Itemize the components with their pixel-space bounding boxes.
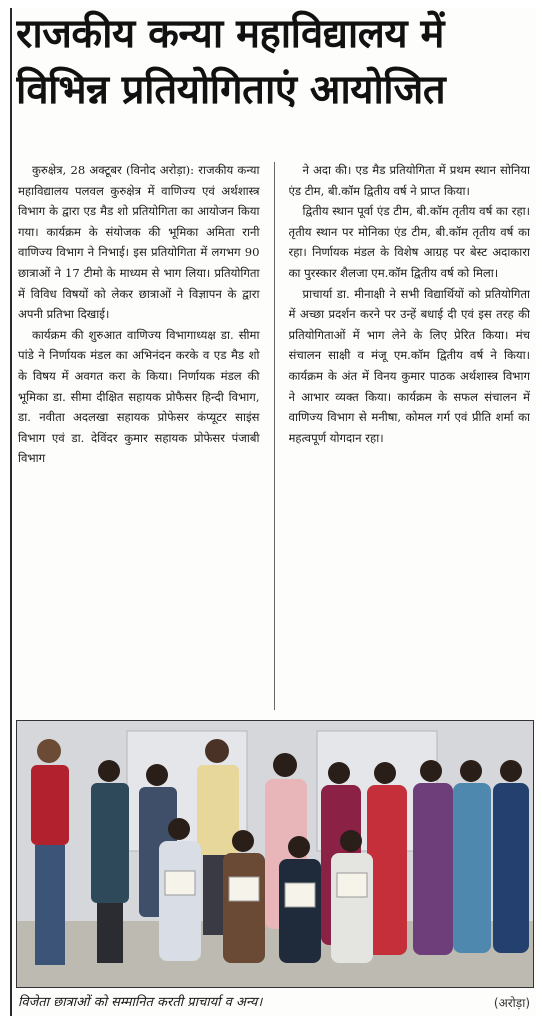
- article-paragraph: कार्यक्रम की शुरुआत वाणिज्य विभागाध्यक्ष डा. सीमा पांडे ने निर्णायक मंडल का अभिनंदन करके व एड मैड शो के विषय में अवगत करा के किया। निर्णायक मंडल की भूमिका डा. सीमा दीक्षित सहायक प्रोफैसर हिन्दी विभाग, डा. नवीता अदलखा सहायक प्रोफेसर कंप्यूटर साइंस विभाग एवं डा. देविंदर कुमार सहायक प्रोफेसर पंजाबी विभाग: [18, 327, 260, 466]
- newspaper-clipping: [10, 8, 536, 1016]
- article-column-2: [289, 160, 531, 712]
- article-paragraph: कुरुक्षेत्र, 28 अक्टूबर (विनोद अरोड़ा): राजकीय कन्या महाविद्यालय पलवल कुरुक्षेत्र में वाणिज्य एवं अर्थशास्त्र विभाग के द्वारा एड मैड शो प्रतियोगिता का आयोजन किया गया। कार्यक्रम के संयोजक की भूमिका अमिता रानी वाणिज्य विभाग ने निभाई। इस प्रतियोगिता में लगभग 90 छात्राओं ने 17 टीमो के माध्यम से भाग लिया। प्रतियोगिता में विविध विषयों को लेकर छात्राओं ने विज्ञापन के द्वारा अपनी प्रतिभा दिखाई।: [18, 163, 260, 322]
- caption-text: विजेता छात्राओं को सम्मानित करती प्राचार्या व अन्य।: [18, 995, 263, 1010]
- headline: [12, 8, 536, 120]
- headline-line-2: विभिन्न प्रतियोगिताएं आयोजित: [16, 67, 446, 113]
- group-photo-illustration: [17, 721, 533, 987]
- photo-caption: [18, 992, 530, 1014]
- headline-line-1: राजकीय कन्या महाविद्यालय में: [16, 11, 444, 57]
- article-body: [18, 160, 530, 712]
- column-divider: [274, 162, 275, 710]
- article-paragraph: ने अदा की। एड मैड प्रतियोगिता में प्रथम स्थान सोनिया एंड टीम, बी.कॉम द्वितीय वर्ष ने प्राप्त किया।: [288, 163, 530, 198]
- article-paragraph: प्राचार्या डा. मीनाक्षी ने सभी विद्यार्थियों को प्रतियोगिता में अच्छा प्रदर्शन करने पर उन्हें बधाई दी एवं इस तरह की प्रतियोगिताओं में भाग लेने के लिए प्रेरित किया। मंच संचालन साक्षी व मंजू एम.कॉम द्वितीय वर्ष ने किया। कार्यक्रम के अंत में विनय कुमार पाठक अर्थशास्त्र विभाग ने आभार व्यक्त किया। कार्यक्रम के सफल संचालन में वाणिज्य विभाग से मनीषा, कोमल गर्ग एवं प्रीति शर्मा का महत्वपूर्ण योगदान रहा।: [288, 286, 530, 445]
- group-photo: [16, 720, 534, 988]
- article-paragraph: द्वितीय स्थान पूर्वा एंड टीम, बी.कॉम तृतीय वर्ष का रहा। तृतीय स्थान पर मोनिका एंड टीम, बी.कॉम तृतीय वर्ष का रहा। निर्णायक मंडल के विशेष आग्रह पर बेस्ट अदाकारा का पुरस्कार शैलजा एम.कॉम द्वितीय वर्ष को मिला।: [288, 204, 530, 280]
- article-column-1: [18, 160, 260, 712]
- photo-credit: (अरोड़ा): [493, 996, 530, 1010]
